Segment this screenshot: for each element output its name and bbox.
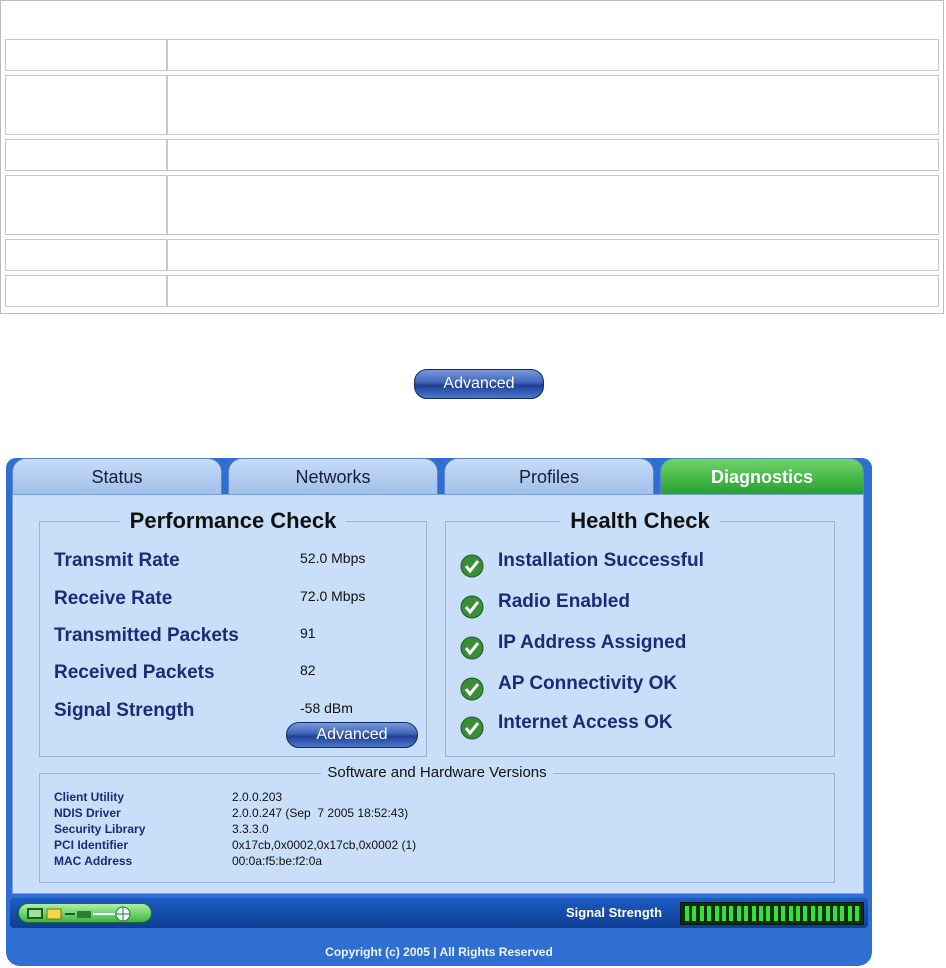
table-cell [170, 240, 938, 270]
received-packets-label: Received Packets [54, 662, 215, 683]
table-cell [6, 240, 168, 270]
status-bar [10, 898, 868, 928]
wireless-utility-window [6, 458, 872, 966]
table-row [5, 239, 939, 271]
signal-bar-segment [781, 906, 785, 921]
radio-status: Radio Enabled [498, 591, 630, 612]
signal-bar-segment [818, 906, 822, 921]
versions-title: Software and Hardware Versions [40, 764, 834, 782]
copyright-footer: Copyright (c) 2005 | All Rights Reserved [325, 945, 553, 959]
health-check-title: Health Check [446, 508, 834, 534]
pci-identifier-value: 0x17cb,0x0002,0x17cb,0x0002 (1) [232, 838, 417, 852]
signal-bar-segment [848, 906, 852, 921]
check-circle-icon [460, 595, 484, 619]
signal-bar-segment [833, 906, 837, 921]
installation-status: Installation Successful [498, 550, 704, 571]
signal-bar-segment [811, 906, 815, 921]
check-circle-icon [460, 677, 484, 701]
client-utility-label: Client Utility [54, 790, 125, 804]
signal-strength-meter-label: Signal Strength [566, 905, 663, 920]
signal-bar-segment [826, 906, 830, 921]
signal-bar-segment [700, 906, 704, 921]
signal-strength-label: Signal Strength [54, 700, 195, 721]
signal-bar-segment [766, 906, 770, 921]
tab-diagnostics[interactable]: Diagnostics [660, 458, 864, 498]
signal-bar-segment [789, 906, 793, 921]
security-library-value: 3.3.3.0 [232, 822, 269, 836]
receive-rate-label: Receive Rate [54, 588, 173, 609]
table-row [5, 75, 939, 135]
table-cell [6, 140, 168, 170]
tab-networks[interactable]: Networks [228, 458, 438, 498]
advanced-button-top[interactable]: Advanced [414, 369, 544, 399]
diagnostics-panel [12, 494, 864, 894]
signal-bar-segment [707, 906, 711, 921]
signal-strength-value: -58 dBm [300, 700, 353, 716]
performance-check-group [39, 508, 427, 757]
check-circle-icon [460, 636, 484, 660]
ap-status: AP Connectivity OK [498, 673, 678, 694]
check-circle-icon [460, 716, 484, 740]
mac-address-value: 00:0a:f5:be:f2:0a [232, 854, 323, 868]
ndis-driver-value: 2.0.0.247 (Sep 7 2005 18:52:43) [232, 806, 409, 820]
tab-status[interactable]: Status [12, 458, 222, 498]
signal-bar-segment [752, 906, 756, 921]
ip-status: IP Address Assigned [498, 632, 687, 653]
signal-bar-segment [685, 906, 689, 921]
signal-bar-segment [729, 906, 733, 921]
connection-status-indicator[interactable] [18, 903, 152, 923]
transmit-rate-label: Transmit Rate [54, 550, 180, 571]
signal-bar-segment [759, 906, 763, 921]
pci-identifier-label: PCI Identifier [54, 838, 129, 852]
receive-rate-value: 72.0 Mbps [300, 588, 366, 604]
table-cell [6, 276, 168, 306]
performance-check-title: Performance Check [40, 508, 426, 534]
table-cell [170, 276, 938, 306]
transmit-rate-value: 52.0 Mbps [300, 550, 366, 566]
table-cell [170, 176, 938, 234]
health-check-group [445, 508, 835, 757]
advanced-button[interactable]: Advanced [286, 722, 418, 748]
signal-bar-segment [692, 906, 696, 921]
table-cell [6, 40, 168, 70]
signal-bar-segment [722, 906, 726, 921]
signal-bar-segment [744, 906, 748, 921]
signal-bar-segment [840, 906, 844, 921]
mac-address-label: MAC Address [54, 854, 133, 868]
signal-bar-segment [715, 906, 719, 921]
table-row [5, 275, 939, 307]
security-library-label: Security Library [54, 822, 146, 836]
network-connection-icon [19, 904, 153, 924]
client-utility-value: 2.0.0.203 [232, 790, 283, 804]
table-cell [170, 76, 938, 134]
table-cell [170, 140, 938, 170]
table-cell [6, 176, 168, 234]
table-row [5, 175, 939, 235]
table-row [5, 39, 939, 71]
signal-bar-segment [803, 906, 807, 921]
table-cell [6, 76, 168, 134]
signal-bar-segment [796, 906, 800, 921]
transmitted-packets-label: Transmitted Packets [54, 625, 239, 646]
received-packets-value: 82 [300, 662, 316, 678]
signal-bar-segment [774, 906, 778, 921]
internet-status: Internet Access OK [498, 712, 673, 733]
transmitted-packets-value: 91 [300, 625, 316, 641]
signal-bar-segment [737, 906, 741, 921]
table-row [5, 139, 939, 171]
versions-group [39, 764, 835, 883]
signal-strength-meter [680, 902, 864, 925]
ndis-driver-label: NDIS Driver [54, 806, 121, 820]
check-circle-icon [460, 554, 484, 578]
documentation-table [0, 0, 944, 314]
tab-profiles[interactable]: Profiles [444, 458, 654, 498]
signal-bar-segment [855, 906, 859, 921]
table-cell [170, 40, 938, 70]
